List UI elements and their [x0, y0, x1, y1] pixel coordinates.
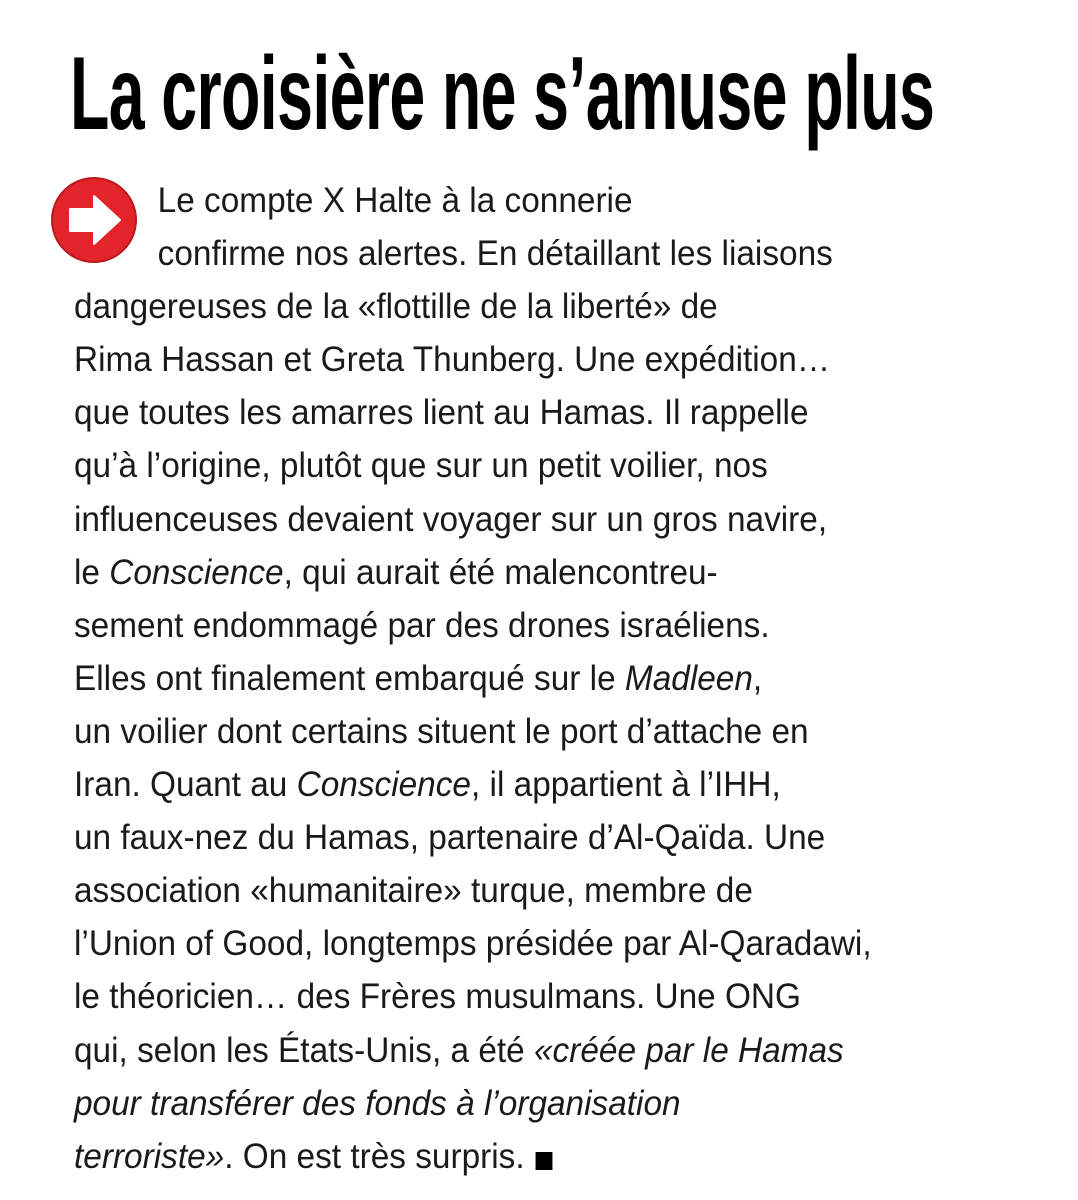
ship-name: Conscience	[109, 551, 284, 592]
quote: «créée par le Hamas	[533, 1029, 844, 1070]
body-line: Le compte X Halte à la connerie	[157, 180, 633, 220]
ship-name: Madleen	[624, 657, 753, 698]
body-line: Elles ont finalement embarqué sur le Madleen,	[74, 657, 763, 698]
body-line: terroriste». On est très surpris.	[74, 1130, 1005, 1183]
article-body	[74, 174, 1064, 1183]
body-line: qu’à l’origine, plutôt que sur un petit voilier, nos	[74, 445, 768, 486]
body-line: influenceuses devaient voyager sur un gros navire,	[74, 498, 828, 539]
body-line: qui, selon les États-Unis, a été «créée par le Hamas	[74, 1029, 844, 1070]
body-line: un voilier dont certains situent le port d’attache en	[74, 710, 809, 751]
body-line	[74, 1077, 1005, 1130]
body-line: le théoricien… des Frères musulmans. Une ONG	[74, 976, 801, 1017]
body-line: Iran. Quant au Conscience, il appartient à l’IHH,	[74, 764, 781, 805]
body-line: association «humanitaire» turque, membre de	[74, 870, 753, 911]
body-line: l’Union of Good, longtemps présidée par Al-Qaradawi,	[74, 923, 872, 964]
body-line: sement endommagé par des drones israéliens.	[74, 604, 770, 645]
headline: La croisière ne s’amuse plus	[70, 36, 935, 152]
quote: pour transférer des fonds à l’organisation	[74, 1082, 681, 1123]
body-line: dangereuses de la «flottille de la liberté» de	[74, 286, 718, 327]
body-line: le Conscience, qui aurait été malencontreu-	[74, 551, 718, 592]
end-of-article-square-icon	[536, 1152, 553, 1170]
body-line: Rima Hassan et Greta Thunberg. Une expédition…	[74, 339, 831, 380]
body-line: que toutes les amarres lient au Hamas. Il rappelle	[74, 392, 809, 433]
body-line: confirme nos alertes. En détaillant les liaisons	[157, 233, 833, 274]
ship-name: Conscience	[296, 764, 471, 805]
quote: terroriste»	[74, 1135, 225, 1176]
body-line: un faux-nez du Hamas, partenaire d’Al-Qaïda. Une	[74, 817, 826, 858]
